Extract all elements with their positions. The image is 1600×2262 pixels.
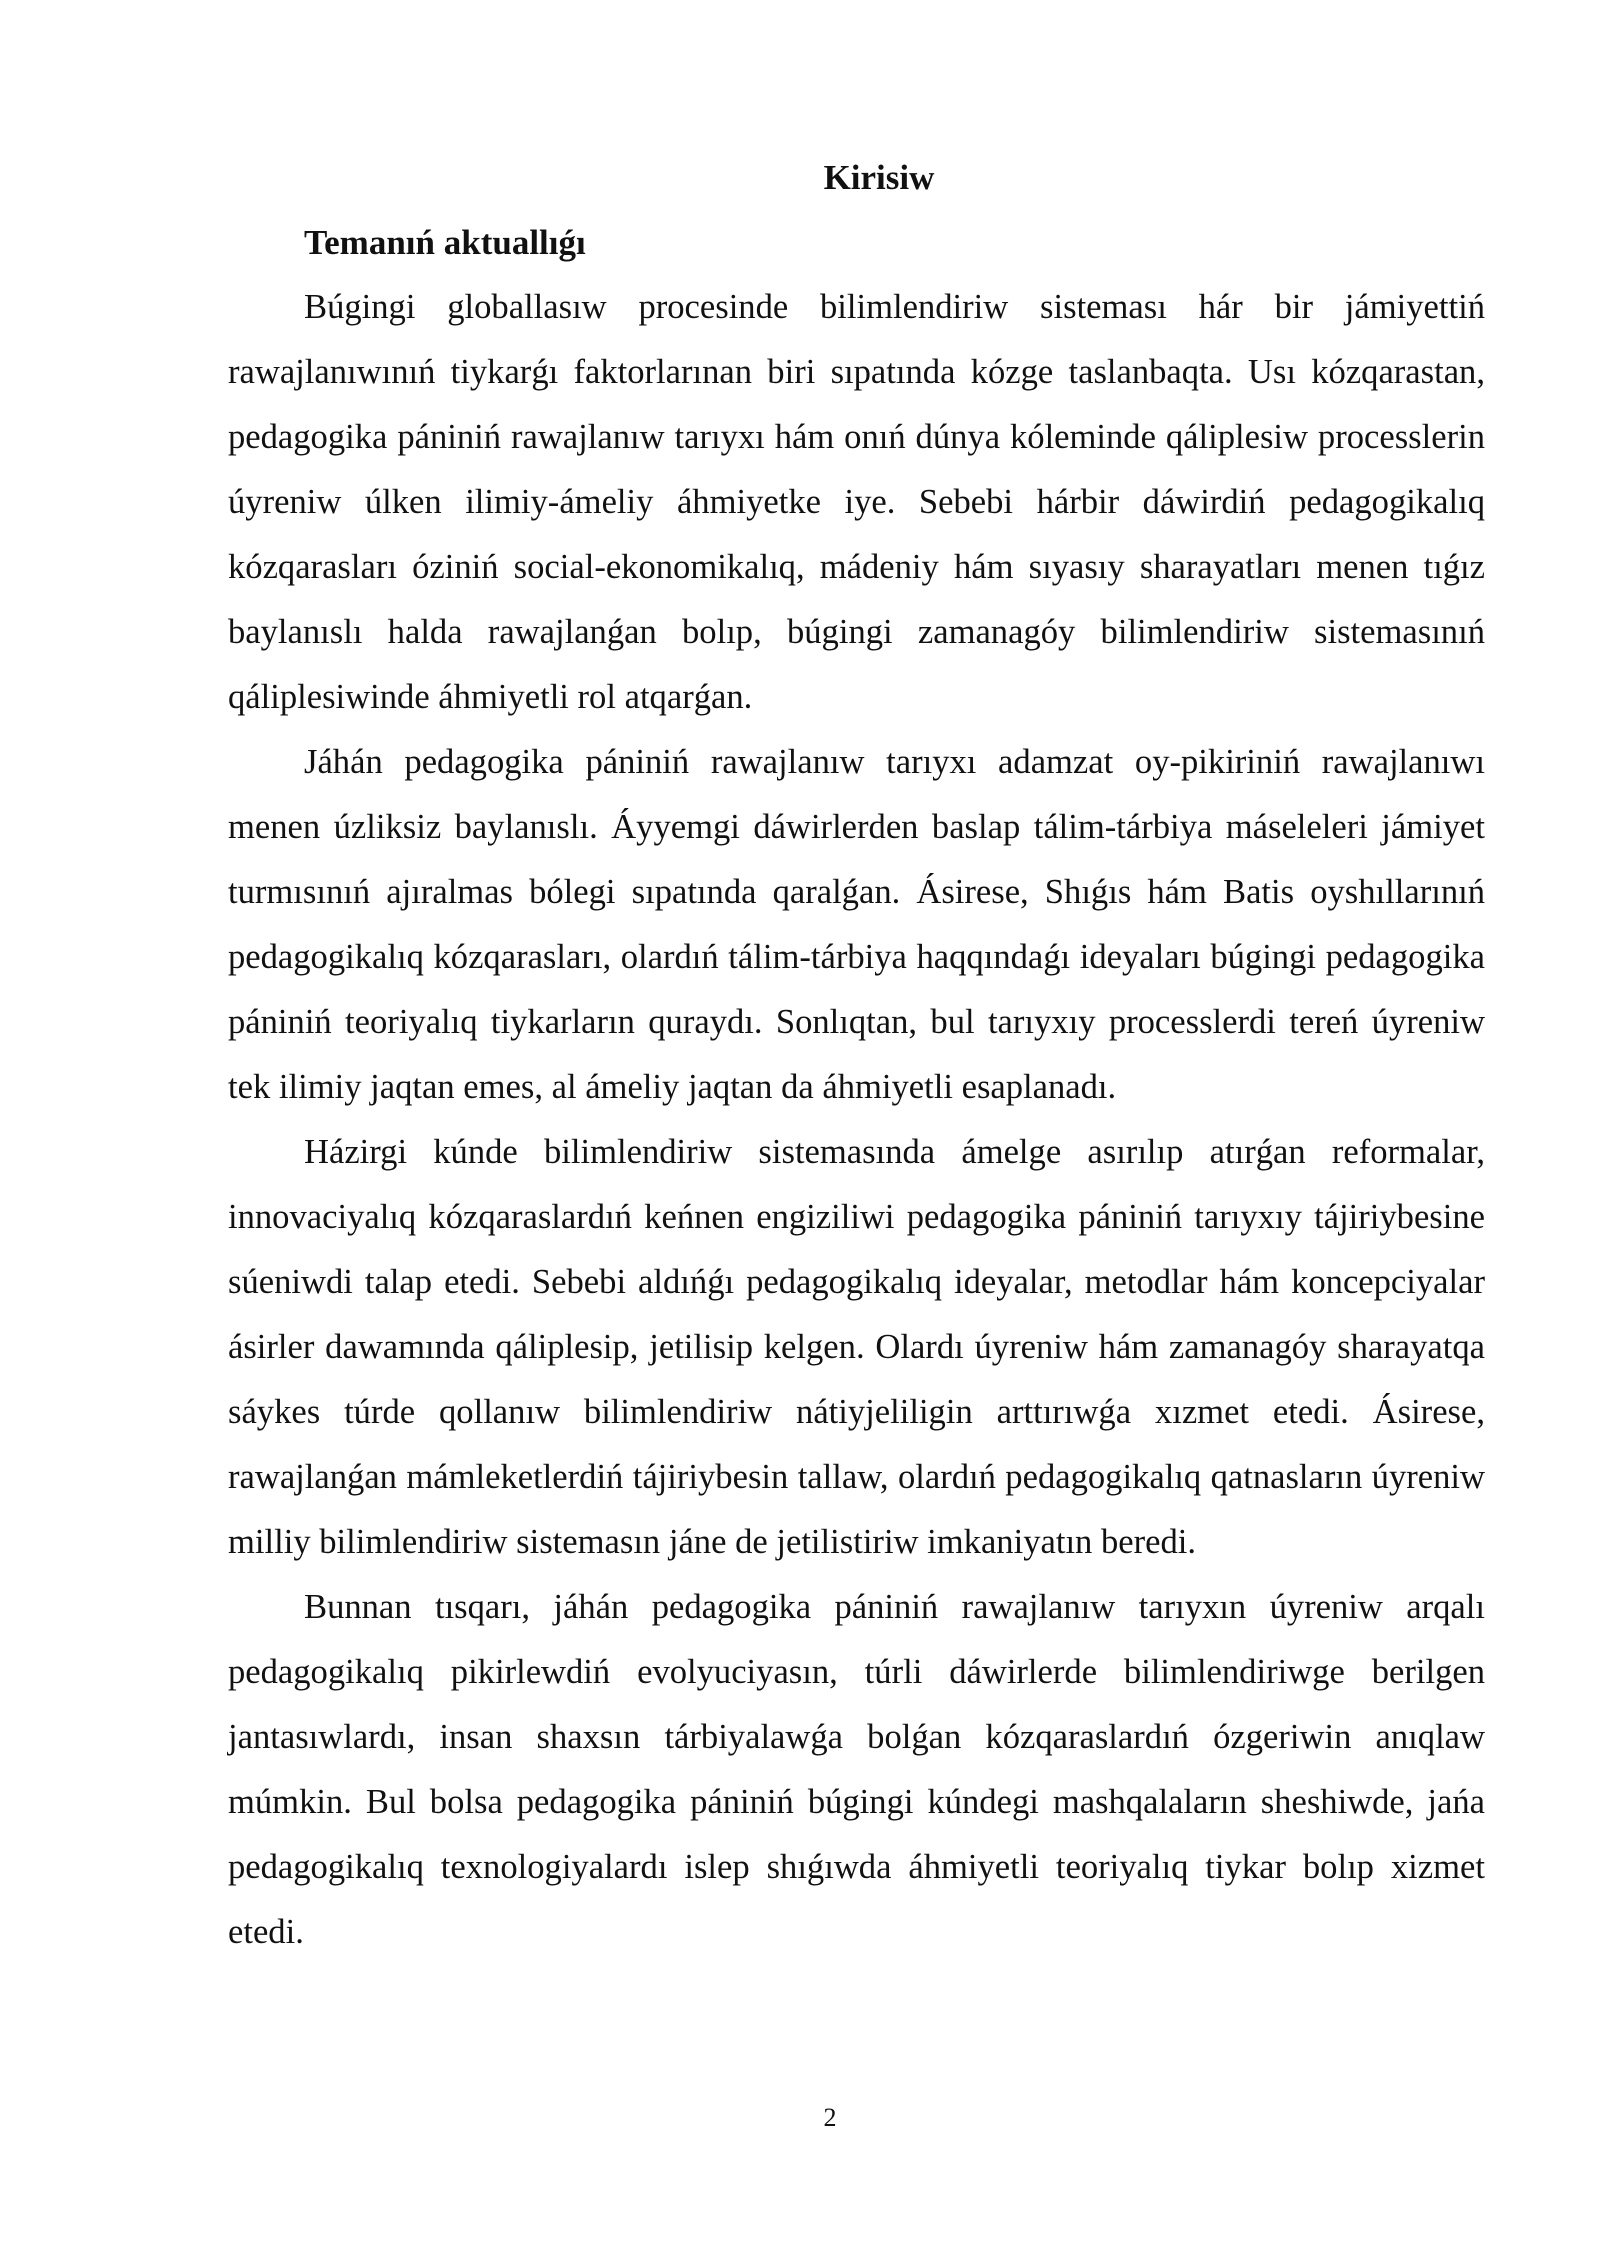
body-paragraph-4: Bunnan tısqarı, jáhán pedagogika pániniń rawajlanıw tarıyxın úyreniw arqalı pedagogikalıq pikirlewdiń evolyuciyasın, túrli dáwirlerde bilimlendiriwge berilgen jantasıwlardı, insan shaxsın tárbiyalawǵa bolǵan kózqaraslardıń ózgeriwin anıqlaw múmkin. Bul bolsa pedagogika pániniń búgingi kúndegi mashqalaların sheshiwde, jańa pedagogikalıq texnologiyalardı islep shıǵıwda áhmiyetli teoriyalıq tiykar bolıp xizmet etedi.: [228, 1588, 1485, 1951]
body-paragraph-1: Búgingi globallasıw procesinde bilimlendiriw sisteması hár bir jámiyettiń rawajlanıwınıń tiykarǵı faktorlarınan biri sıpatında kózge taslanbaqta. Usı kózqarastan, pedagogika pániniń rawajlanıw tarıyxı hám onıń dúnya kóleminde qáliplesiw processlerin úyreniw úlken ilimiy-ámeliy áhmiyetke iye. Sebebi hárbir dáwirdiń pedagogikalıq kózqarasları óziniń social-ekonomikalıq, mádeniy hám sıyasıy sharayatları menen tıǵız baylanıslı halda rawajlanǵan bolıp, búgingi zamanagóy bilimlendiriw sistemasınıń qáliplesiwinde áhmiyetli rol atqarǵan.: [228, 288, 1485, 716]
document-body: [228, 145, 1485, 1965]
section-heading: Temanıń aktuallıǵı: [304, 223, 586, 262]
document-title: Kirisiw: [823, 158, 935, 197]
page-number: 2: [823, 2103, 837, 2132]
body-paragraph-2: Jáhán pedagogika pániniń rawajlanıw tarıyxı adamzat oy-pikiriniń rawajlanıwı menen úzliksiz baylanıslı. Áyyemgi dáwirlerden baslap tálim-tárbiya máseleleri jámiyet turmısınıń ajıralmas bólegi sıpatında qaralǵan. Ásirese, Shıǵıs hám Batis oyshıllarınıń pedagogikalıq kózqarasları, olardıń tálim-tárbiya haqqındaǵı ideyaları búgingi pedagogika pániniń teoriyalıq tiykarların quraydı. Sonlıqtan, bul tarıyxıy processlerdi tereń úyreniw tek ilimiy jaqtan emes, al ámeliy jaqtan da áhmiyetli esaplanadı.: [228, 743, 1485, 1106]
body-paragraph-3: Házirgi kúnde bilimlendiriw sistemasında ámelge asırılıp atırǵan reformalar, innovaciyalıq kózqaraslardıń keńnen engiziliwi pedagogika pániniń tarıyxıy tájiriybesine súeniwdi talap etedi. Sebebi aldıńǵı pedagogikalıq ideyalar, metodlar hám koncepciyalar ásirler dawamında qáliplesip, jetilisip kelgen. Olardı úyreniw hám zamanagóy sharayatqa sáykes túrde qollanıw bilimlendiriw nátiyjeliligin arttırıwǵa xızmet etedi. Ásirese, rawajlanǵan mámleketlerdiń tájiriybesin tallaw, olardıń pedagogikalıq qatnasların úyreniw milliy bilimlendiriw sistemasın jáne de jetilistiriw imkaniyatın beredi.: [228, 1133, 1485, 1561]
